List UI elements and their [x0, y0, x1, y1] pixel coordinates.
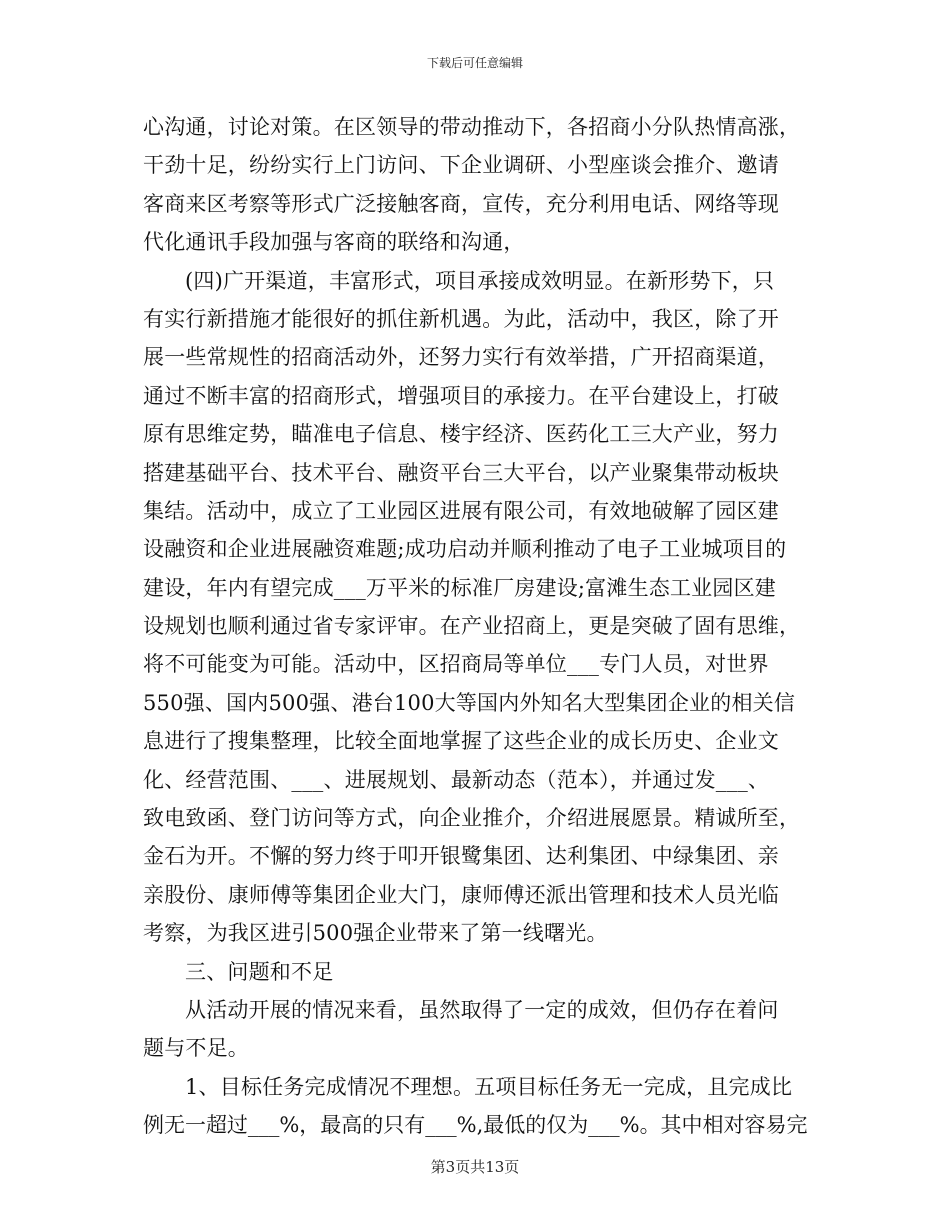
text-line: 集结。活动中，成立了工业园区进展有限公司，有效地破解了园区建 [143, 498, 779, 523]
text-line: 致电致函、登门访问等方式，向企业推介，介绍进展愿景。精诚所至， [143, 806, 801, 831]
text-line: (四)广开渠道，丰富形式，项目承接成效明显。在新形势下，只 [185, 268, 775, 293]
text-line: 原有思维定势，瞄准电子信息、楼宇经济、医药化工三大产业，努力 [143, 422, 779, 447]
text-line: 化、经营范围、___、进展规划、最新动态（范本），并通过发___、 [143, 767, 770, 792]
text-line: 三、问题和不足 [185, 959, 334, 984]
text-line: 例无一超过___%，最高的只有___%,最低的仅为___%。其中相对容易完 [143, 1113, 808, 1138]
text-line: 设规划也顺利通过省专家评审。在产业招商上，更是突破了固有思维， [143, 614, 801, 639]
text-line: 1、目标任务完成情况不理想。五项目标任务无一完成，且完成比 [185, 1074, 793, 1099]
text-line: 考察，为我区进引500强企业带来了第一线曙光。 [143, 921, 608, 946]
text-line: 550强、国内500强、港台100大等国内外知名大型集团企业的相关信 [143, 690, 796, 715]
text-line: 将不可能变为可能。活动中，区招商局等单位___专门人员，对世界 [143, 652, 769, 677]
text-line: 金石为开。不懈的努力终于叩开银鹭集团、达利集团、中绿集团、亲 [143, 844, 779, 869]
text-line: 干劲十足，纷纷实行上门访问、下企业调研、小型座谈会推介、邀请 [143, 153, 779, 178]
text-line: 心沟通，讨论对策。在区领导的带动推动下，各招商小分队热情高涨， [143, 115, 801, 139]
text-line: 通过不断丰富的招商形式，增强项目的承接力。在平台建设上，打破 [143, 383, 779, 408]
text-line: 展一些常规性的招商活动外，还努力实行有效举措，广开招商渠道， [143, 345, 779, 370]
page-footer: 第3页共13页 [430, 1158, 520, 1176]
text-line: 建设，年内有望完成___万平米的标准厂房建设;富滩生态工业园区建 [143, 575, 776, 600]
text-line: 题与不足。 [143, 1036, 249, 1061]
text-line: 有实行新措施才能很好的抓住新机遇。为此，活动中，我区，除了开 [143, 306, 779, 331]
document-body [143, 108, 807, 1145]
text-line: 从活动开展的情况来看，虽然取得了一定的成效，但仍存在着问 [185, 997, 779, 1022]
text-line: 客商来区考察等形式广泛接触客商，宣传，充分利用电话、网络等现 [143, 191, 779, 216]
text-line: 设融资和企业进展融资难题;成功启动并顺利推动了电子工业城项目的 [143, 537, 787, 562]
text-line: 息进行了搜集整理，比较全面地掌握了这些企业的成长历史、企业文 [143, 729, 779, 754]
text-line: 亲股份、康师傅等集团企业大门，康师傅还派出管理和技术人员光临 [143, 882, 779, 907]
text-line: 搭建基础平台、技术平台、融资平台三大平台，以产业聚集带动板块 [143, 460, 779, 485]
text-line: 代化通讯手段加强与客商的联络和沟通， [143, 230, 525, 255]
page-header: 下载后可任意编辑 [426, 56, 523, 70]
